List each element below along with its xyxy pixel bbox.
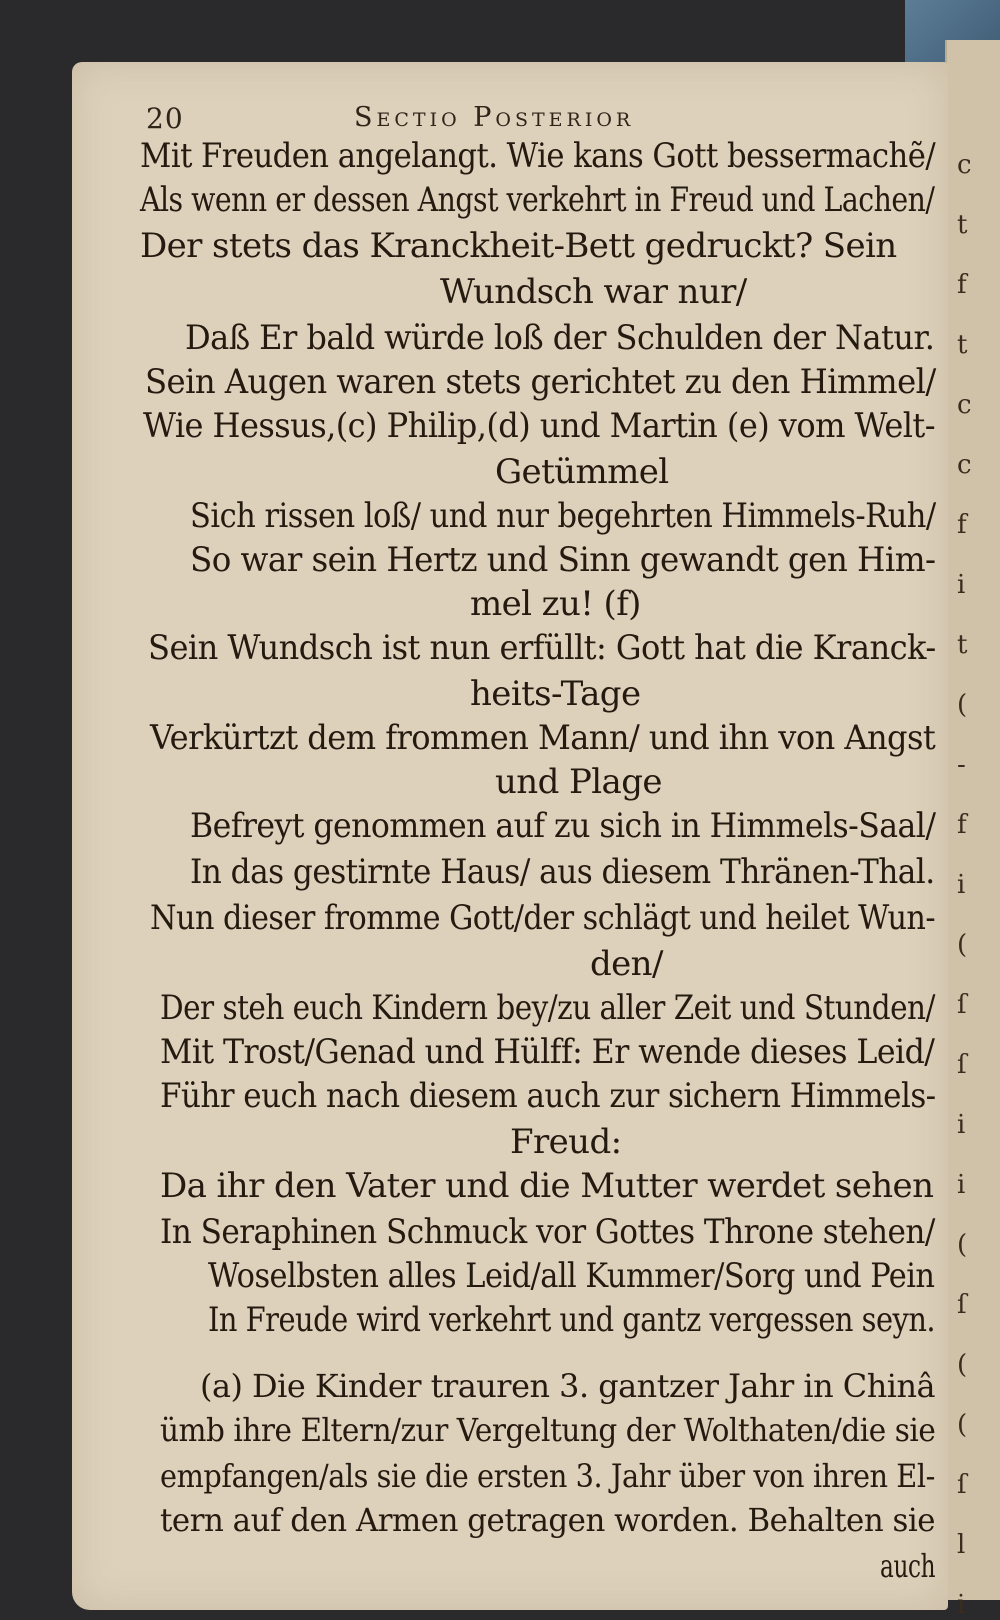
footnote-line: tern auf den Armen getragen worden. Behalten sie: [160, 1501, 936, 1539]
verse-line: Woselbsten alles Leid/all Kummer/Sorg und Pein: [208, 1256, 935, 1296]
verse-line: In Seraphinen Schmuck vor Gottes Throne stehen/: [160, 1212, 935, 1252]
verse-line: Wie Hessus,(c) Philip,(d) und Martin (e) vom Welt-: [143, 406, 936, 446]
adjacent-page-char: (: [957, 1230, 968, 1260]
verse-line: Sich rissen loß/ und nur begehrten Himmels-Ruh/: [190, 496, 936, 536]
adjacent-page-char: f: [957, 810, 967, 840]
footnote-line: ümb ihre Eltern/zur Vergeltung der Wolthaten/die sie: [160, 1411, 936, 1449]
page-header: [146, 102, 706, 138]
verse-line: So war sein Hertz und Sinn gewandt gen Him-: [190, 540, 936, 580]
adjacent-page-char: i: [957, 870, 966, 900]
adjacent-page-char: (: [957, 930, 968, 960]
adjacent-page-char: (: [957, 690, 968, 720]
adjacent-page-char: -: [957, 750, 966, 780]
footnote-line: auch: [880, 1547, 936, 1585]
adjacent-page-char: ſ: [957, 1470, 967, 1500]
verse-line: Der steh euch Kindern bey/zu aller Zeit und Stunden/: [160, 988, 935, 1028]
verse-line: mel zu! (f): [470, 584, 641, 624]
footnote-line: empfangen/als sie die ersten 3. Jahr über von ihren El-: [160, 1457, 935, 1495]
verse-line: Mit Trost/Genad und Hülff: Er wende dieses Leid/: [160, 1032, 935, 1072]
verse-line: heits-Tage: [470, 674, 641, 714]
adjacent-page-char: (: [957, 1410, 968, 1440]
adjacent-page-edge: [945, 40, 1000, 1620]
verse-line: Mit Freuden angelangt. Wie kans Gott bessermachẽ/: [140, 136, 936, 176]
verse-line: In Freude wird verkehrt und gantz vergessen seyn.: [208, 1300, 936, 1340]
adjacent-page-char: t: [957, 210, 968, 240]
verse-line: Da ihr den Vater und die Mutter werdet sehen: [160, 1166, 934, 1206]
verse-line: Wundsch war nur/: [440, 272, 747, 312]
adjacent-page-char: l: [957, 1530, 966, 1560]
adjacent-page-char: (: [957, 1350, 968, 1380]
adjacent-page-char: c: [957, 450, 972, 480]
verse-line: Nun dieser fromme Gott/der schlägt und heilet Wun-: [150, 898, 936, 938]
verse-line: Befreyt genommen auf zu sich in Himmels-Saal/: [190, 806, 936, 846]
verse-line: Der stets das Kranckheit-Bett gedruckt? Sein: [140, 226, 897, 266]
adjacent-page-char: i: [957, 570, 966, 600]
adjacent-page-char: f: [957, 510, 967, 540]
verse-line: und Plage: [495, 762, 662, 802]
adjacent-page-char: i: [957, 1170, 966, 1200]
verse-line: Sein Augen waren stets gerichtet zu den Himmel/: [145, 362, 936, 402]
adjacent-page-char: ſ: [957, 1290, 967, 1320]
verse-line: In das gestirnte Haus/ aus diesem Thränen-Thal.: [190, 852, 935, 892]
verse-line: Als wenn er dessen Angst verkehrt in Freud und Lachen/: [140, 180, 935, 220]
adjacent-page-char: t: [957, 630, 968, 660]
adjacent-page-char: i: [957, 1590, 966, 1620]
page-number: 20: [146, 102, 184, 135]
verse-line: Sein Wundsch ist nun erfüllt: Gott hat die Kranck-: [148, 628, 936, 668]
verse-line: Verkürtzt dem frommen Mann/ und ihn von Angst: [150, 718, 936, 758]
verse-line: Getümmel: [495, 452, 669, 492]
adjacent-page-char: c: [957, 390, 972, 420]
adjacent-page-char: c: [957, 150, 972, 180]
verse-line: Führ euch nach diesem auch zur sichern Himmels-: [160, 1076, 936, 1116]
verse-line: Freud:: [510, 1122, 622, 1162]
adjacent-page-char: f: [957, 270, 967, 300]
verse-line: den/: [590, 944, 663, 984]
adjacent-page-char: t: [957, 330, 968, 360]
running-head: Sectio Posterior: [354, 102, 635, 133]
adjacent-page-char: ſ: [957, 990, 967, 1020]
footnote-line: (a) Die Kinder trauren 3. gantzer Jahr in Chinâ: [200, 1367, 936, 1405]
adjacent-page-char: i: [957, 1110, 966, 1140]
verse-line: Daß Er bald würde loß der Schulden der Natur.: [185, 318, 935, 358]
adjacent-page-char: ſ: [957, 1050, 967, 1080]
